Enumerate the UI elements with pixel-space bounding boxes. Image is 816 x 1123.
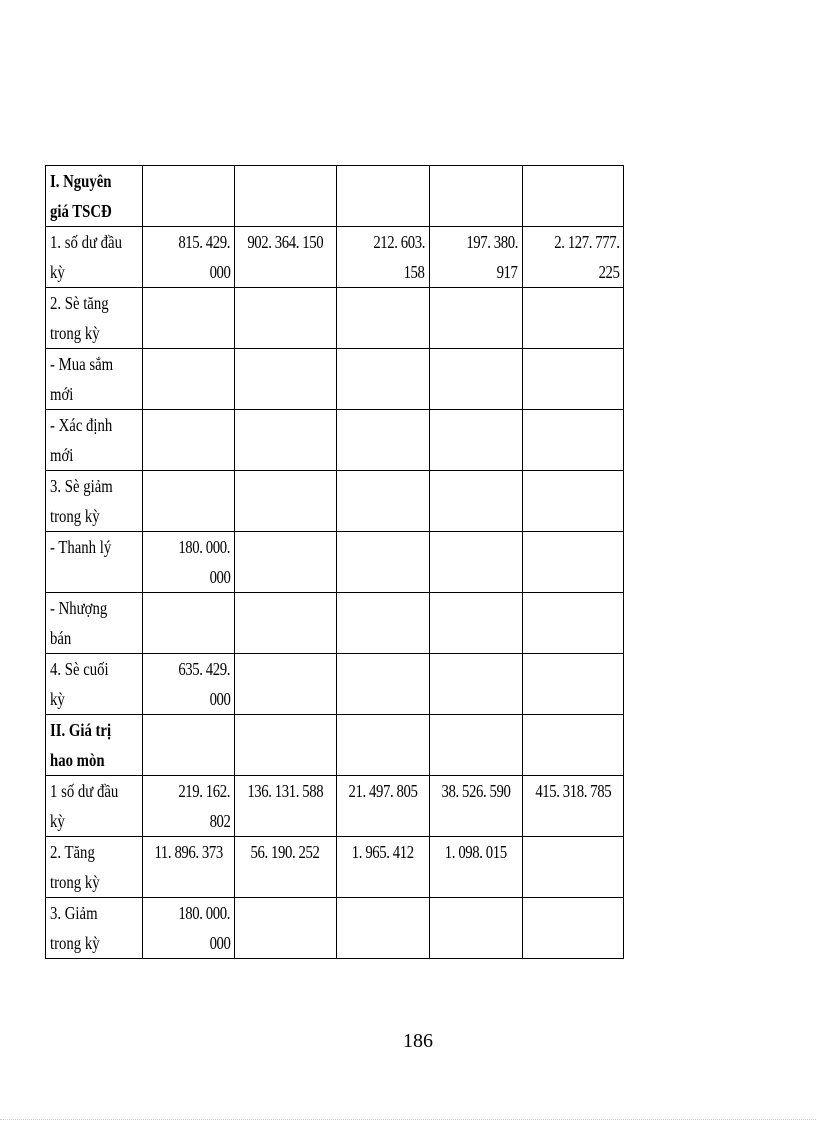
row-label-cell bbox=[46, 898, 143, 959]
value-line: 000 bbox=[209, 262, 231, 282]
value-cell bbox=[429, 349, 522, 410]
row-label-cell bbox=[46, 837, 143, 898]
value-cell bbox=[522, 410, 624, 471]
row-label-cell bbox=[46, 166, 143, 227]
value-line: 2. 127. 777. bbox=[553, 232, 620, 252]
value-cell bbox=[235, 227, 337, 288]
row-label-line: 1. số dư đầu bbox=[50, 232, 122, 252]
row-label-line bbox=[50, 562, 138, 592]
value-cell bbox=[429, 471, 522, 532]
value-cell bbox=[336, 837, 429, 898]
value-cell bbox=[429, 715, 522, 776]
value-cell bbox=[336, 410, 429, 471]
table-row bbox=[46, 227, 624, 288]
row-label-line: - Mua sắm bbox=[50, 354, 114, 374]
row-label-line: mới bbox=[50, 445, 74, 465]
value-cell bbox=[142, 227, 234, 288]
value-line: 415. 318. 785 bbox=[534, 781, 611, 801]
value-cell bbox=[235, 776, 337, 837]
value-cell bbox=[522, 349, 624, 410]
value-cell bbox=[142, 410, 234, 471]
table-row bbox=[46, 349, 624, 410]
table-row bbox=[46, 532, 624, 593]
value-cell bbox=[336, 471, 429, 532]
value-cell bbox=[142, 532, 234, 593]
value-cell bbox=[235, 166, 337, 227]
value-cell bbox=[235, 410, 337, 471]
table-row bbox=[46, 898, 624, 959]
value-cell bbox=[336, 532, 429, 593]
value-cell bbox=[429, 837, 522, 898]
value-cell bbox=[142, 593, 234, 654]
row-label-line: 1 số dư đầu bbox=[50, 781, 119, 801]
value-cell bbox=[336, 166, 429, 227]
table-row bbox=[46, 593, 624, 654]
value-cell bbox=[429, 532, 522, 593]
value-line: 219. 162. bbox=[178, 781, 231, 801]
value-line: 136. 131. 588 bbox=[247, 781, 324, 801]
row-label-line: II. Giá trị bbox=[50, 720, 112, 740]
value-line: 802 bbox=[209, 811, 231, 831]
value-cell bbox=[235, 837, 337, 898]
value-line: 38. 526. 590 bbox=[441, 781, 511, 801]
row-label-cell bbox=[46, 288, 143, 349]
value-cell bbox=[142, 898, 234, 959]
row-label-line: mới bbox=[50, 384, 74, 404]
value-line: 180. 000. bbox=[178, 537, 231, 557]
value-line: 56. 190. 252 bbox=[250, 842, 320, 862]
value-cell bbox=[336, 654, 429, 715]
value-cell bbox=[522, 837, 624, 898]
value-line: 000 bbox=[209, 933, 231, 953]
value-cell bbox=[336, 349, 429, 410]
value-cell bbox=[235, 288, 337, 349]
value-cell bbox=[142, 837, 234, 898]
value-cell bbox=[336, 288, 429, 349]
value-cell bbox=[522, 898, 624, 959]
row-label-line: - Thanh lý bbox=[50, 537, 112, 557]
row-label-line: - Nhượng bbox=[50, 598, 108, 618]
row-label-cell bbox=[46, 715, 143, 776]
table-row bbox=[46, 654, 624, 715]
value-line: 000 bbox=[209, 689, 231, 709]
value-line: 197. 380. bbox=[465, 232, 518, 252]
value-cell bbox=[429, 288, 522, 349]
table-row bbox=[46, 776, 624, 837]
value-cell bbox=[235, 654, 337, 715]
page-number: 186 bbox=[403, 1030, 433, 1052]
row-label-cell bbox=[46, 532, 143, 593]
value-line: 11. 896. 373 bbox=[154, 842, 223, 862]
value-cell bbox=[142, 349, 234, 410]
table-row bbox=[46, 837, 624, 898]
row-label-cell bbox=[46, 776, 143, 837]
bottom-rule bbox=[0, 1119, 816, 1120]
row-label-line: 3. Giảm bbox=[50, 903, 98, 923]
value-line: 180. 000. bbox=[178, 903, 231, 923]
value-cell bbox=[142, 166, 234, 227]
row-label-line: I. Nguyên bbox=[50, 171, 112, 191]
row-label-line: hao mòn bbox=[50, 750, 105, 770]
value-cell bbox=[142, 654, 234, 715]
value-cell bbox=[522, 227, 624, 288]
value-cell bbox=[142, 715, 234, 776]
value-cell bbox=[522, 166, 624, 227]
row-label-line: giá TSCĐ bbox=[50, 201, 112, 221]
row-label-cell bbox=[46, 349, 143, 410]
value-cell bbox=[522, 288, 624, 349]
fixed-asset-table bbox=[45, 165, 624, 959]
row-label-line: trong kỳ bbox=[50, 933, 100, 953]
value-cell bbox=[336, 715, 429, 776]
value-cell bbox=[429, 776, 522, 837]
value-line: 21. 497. 805 bbox=[348, 781, 418, 801]
value-cell bbox=[336, 898, 429, 959]
value-cell bbox=[336, 227, 429, 288]
value-line: 212. 603. bbox=[372, 232, 425, 252]
value-cell bbox=[522, 471, 624, 532]
table-row bbox=[46, 715, 624, 776]
row-label-cell bbox=[46, 593, 143, 654]
row-label-line: bán bbox=[50, 628, 72, 648]
value-line: 1. 098. 015 bbox=[444, 842, 507, 862]
row-label-line: 2. Tăng bbox=[50, 842, 95, 862]
value-cell bbox=[142, 776, 234, 837]
value-line: 225 bbox=[598, 262, 620, 282]
value-cell bbox=[429, 166, 522, 227]
value-cell bbox=[429, 898, 522, 959]
value-cell bbox=[522, 776, 624, 837]
value-cell bbox=[235, 898, 337, 959]
value-cell bbox=[142, 471, 234, 532]
table-body bbox=[46, 166, 624, 959]
row-label-line: kỳ bbox=[50, 262, 65, 282]
row-label-cell bbox=[46, 410, 143, 471]
row-label-line: 4. Sè cuối bbox=[50, 659, 109, 679]
row-label-line: kỳ bbox=[50, 811, 65, 831]
value-cell bbox=[235, 349, 337, 410]
value-cell bbox=[235, 471, 337, 532]
row-label-line: trong kỳ bbox=[50, 506, 100, 526]
value-cell bbox=[142, 288, 234, 349]
value-cell bbox=[522, 715, 624, 776]
value-cell bbox=[336, 776, 429, 837]
row-label-line: 3. Sè giảm bbox=[50, 476, 113, 496]
value-cell bbox=[235, 532, 337, 593]
value-cell bbox=[429, 654, 522, 715]
value-line: 917 bbox=[496, 262, 518, 282]
row-label-line: kỳ bbox=[50, 689, 65, 709]
value-line: 158 bbox=[403, 262, 425, 282]
row-label-cell bbox=[46, 654, 143, 715]
value-cell bbox=[522, 593, 624, 654]
table-row bbox=[46, 410, 624, 471]
value-cell bbox=[235, 715, 337, 776]
table-row bbox=[46, 166, 624, 227]
value-cell bbox=[522, 654, 624, 715]
row-label-cell bbox=[46, 471, 143, 532]
value-cell bbox=[429, 410, 522, 471]
value-line: 815. 429. bbox=[178, 232, 231, 252]
value-line: 1. 965. 412 bbox=[351, 842, 414, 862]
value-cell bbox=[429, 593, 522, 654]
value-line: 902. 364. 150 bbox=[247, 232, 324, 252]
row-label-line: 2. Sè tăng bbox=[50, 293, 109, 313]
value-cell bbox=[429, 227, 522, 288]
row-label-line: trong kỳ bbox=[50, 872, 100, 892]
value-cell bbox=[336, 593, 429, 654]
row-label-line: trong kỳ bbox=[50, 323, 100, 343]
row-label-cell bbox=[46, 227, 143, 288]
table-row bbox=[46, 471, 624, 532]
value-cell bbox=[522, 532, 624, 593]
value-line: 635. 429. bbox=[178, 659, 231, 679]
row-label-line: - Xác định bbox=[50, 415, 113, 435]
value-cell bbox=[235, 593, 337, 654]
value-line: 000 bbox=[209, 567, 231, 587]
table-row bbox=[46, 288, 624, 349]
